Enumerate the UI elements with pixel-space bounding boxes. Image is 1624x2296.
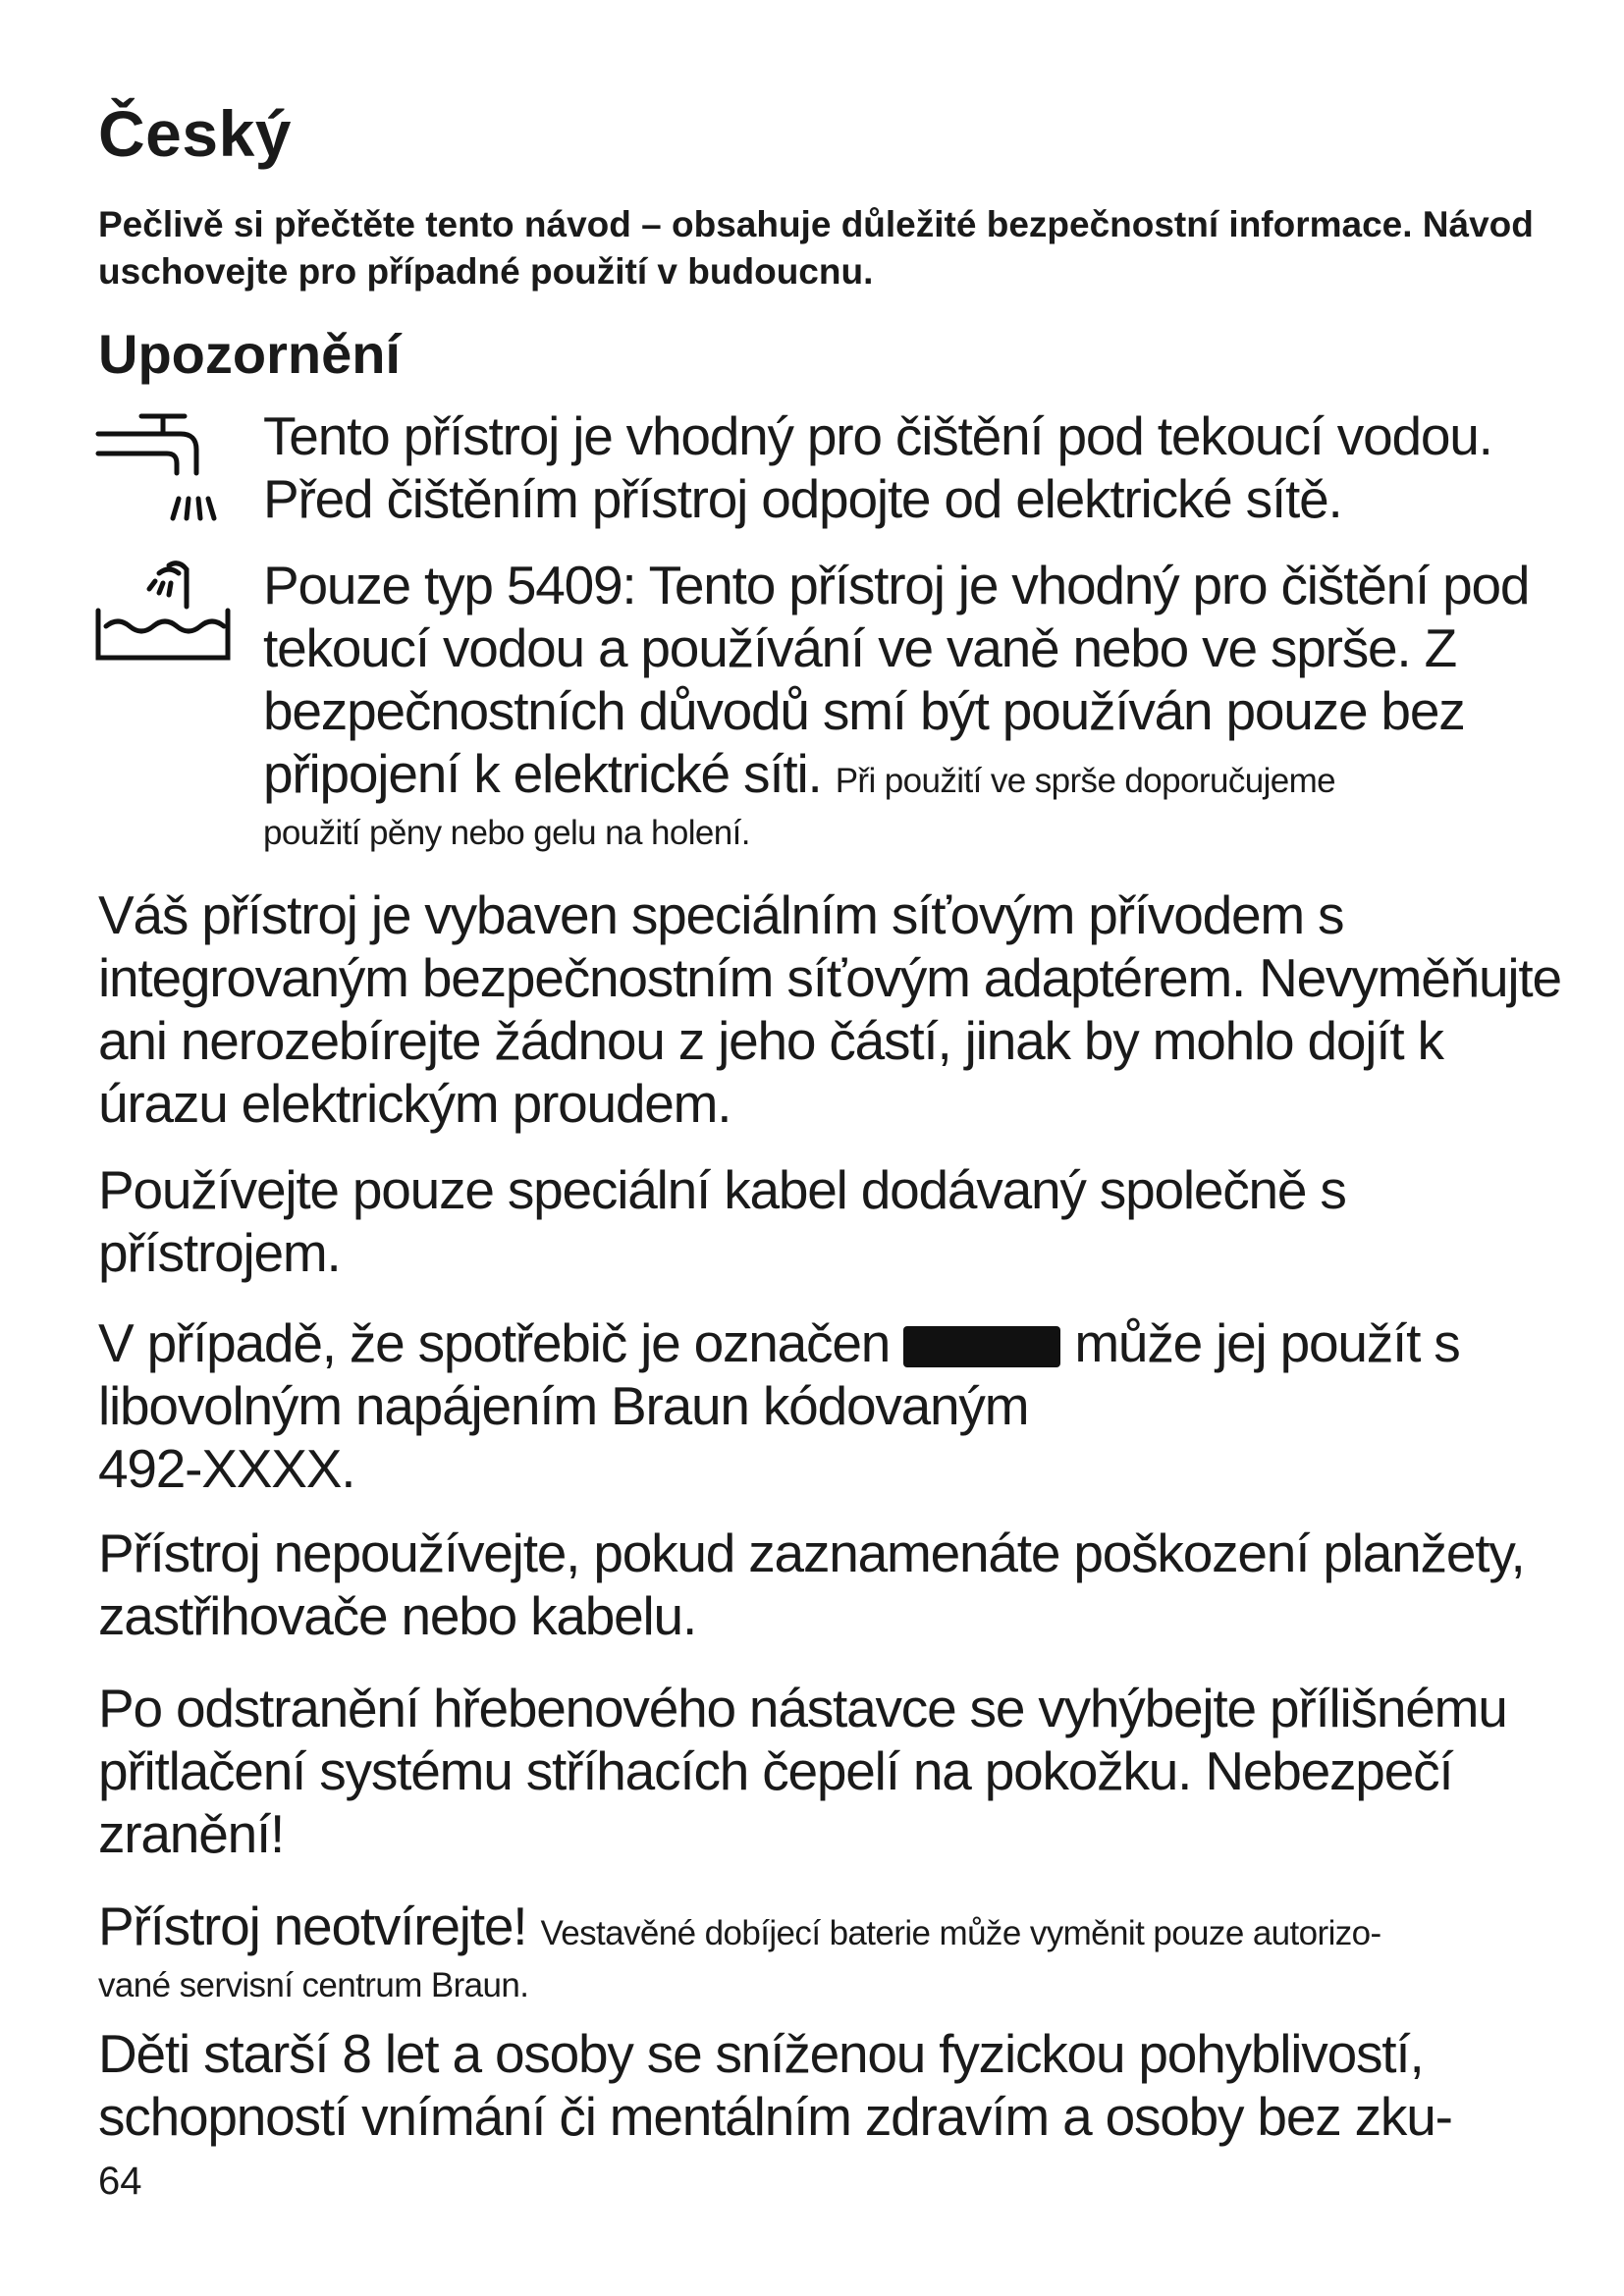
tap-warning-line2: Před čištěním přístroj odpojte od elektrické sítě. xyxy=(263,468,1342,529)
power-supply-text-after: může jej použít s libovolným napájením Braun kódovaným xyxy=(98,1312,1460,1436)
paragraph-children: Děti starší 8 let a osoby se sníženou fyzickou pohyblivostí, schopností vnímání či mentálním zdravím a osoby bez zku- xyxy=(98,2023,1452,2147)
bath-warning-small-a: Při použití ve sprše doporučujeme xyxy=(835,762,1336,800)
bath-warning-main: Pouze typ 5409: Tento přístroj je vhodný pro čištění pod tekoucí vodou a používání ve vaně nebo ve sprše. Z bezpečnostních důvodů smí být používán pouze bez připojení k elektrické síti. xyxy=(263,555,1530,804)
warnings-heading: Upozornění xyxy=(98,323,401,385)
tap-warning-text xyxy=(263,404,1569,530)
power-supply-code: 492-XXXX. xyxy=(98,1438,355,1499)
tap-water-icon xyxy=(94,410,228,526)
language-title: Český xyxy=(98,97,292,170)
tap-warning-line1: Tento přístroj je vhodný pro čištění pod tekoucí vodou. xyxy=(263,405,1492,466)
bath-warning-small-b: použití pěny nebo gelu na holení. xyxy=(263,814,750,852)
paragraph-power-supply xyxy=(98,1311,1571,1500)
paragraph-comb-attachment: Po odstranění hřebenového nástavce se vyhýbejte přílišnému přitlačení systému stříhacích čepelí na pokožku. Nebezpečí zranění! xyxy=(98,1678,1507,1864)
bath-warning-text xyxy=(263,554,1569,854)
bath-shower-icon xyxy=(94,556,232,666)
do-not-open-large: Přístroj neotvírejte! xyxy=(98,1896,527,1956)
redacted-marking xyxy=(903,1326,1060,1367)
do-not-open-small-b: vané servisní centrum Braun. xyxy=(98,1966,529,2004)
page-number: 64 xyxy=(98,2160,142,2203)
paragraph-special-cable: Používejte pouze speciální kabel dodávaný společně s přístrojem. xyxy=(98,1159,1346,1283)
paragraph-damage: Přístroj nepoužívejte, pokud zaznamenáte poškození planžety, zastřihovače nebo kabelu. xyxy=(98,1522,1525,1646)
paragraph-power-cord: Váš přístroj je vybaven speciálním síťovým přívodem s integrovaným bezpečnostním síťovým adaptérem. Nevyměňujte ani nerozebírejte žádnou z jeho částí, jinak by mohlo dojít k úrazu elektrickým proudem. xyxy=(98,884,1561,1134)
paragraph-do-not-open xyxy=(98,1895,1571,2006)
do-not-open-small-a: Vestavěné dobíjecí baterie může vyměnit pouze autorizo- xyxy=(540,1914,1381,1952)
intro-safety-note: Pečlivě si přečtěte tento návod – obsahuje důležité bezpečnostní informace. Návod uschovejte pro případné použití v budoucnu. xyxy=(98,204,1534,292)
power-supply-text-before: V případě, že spotřebič je označen xyxy=(98,1312,891,1373)
